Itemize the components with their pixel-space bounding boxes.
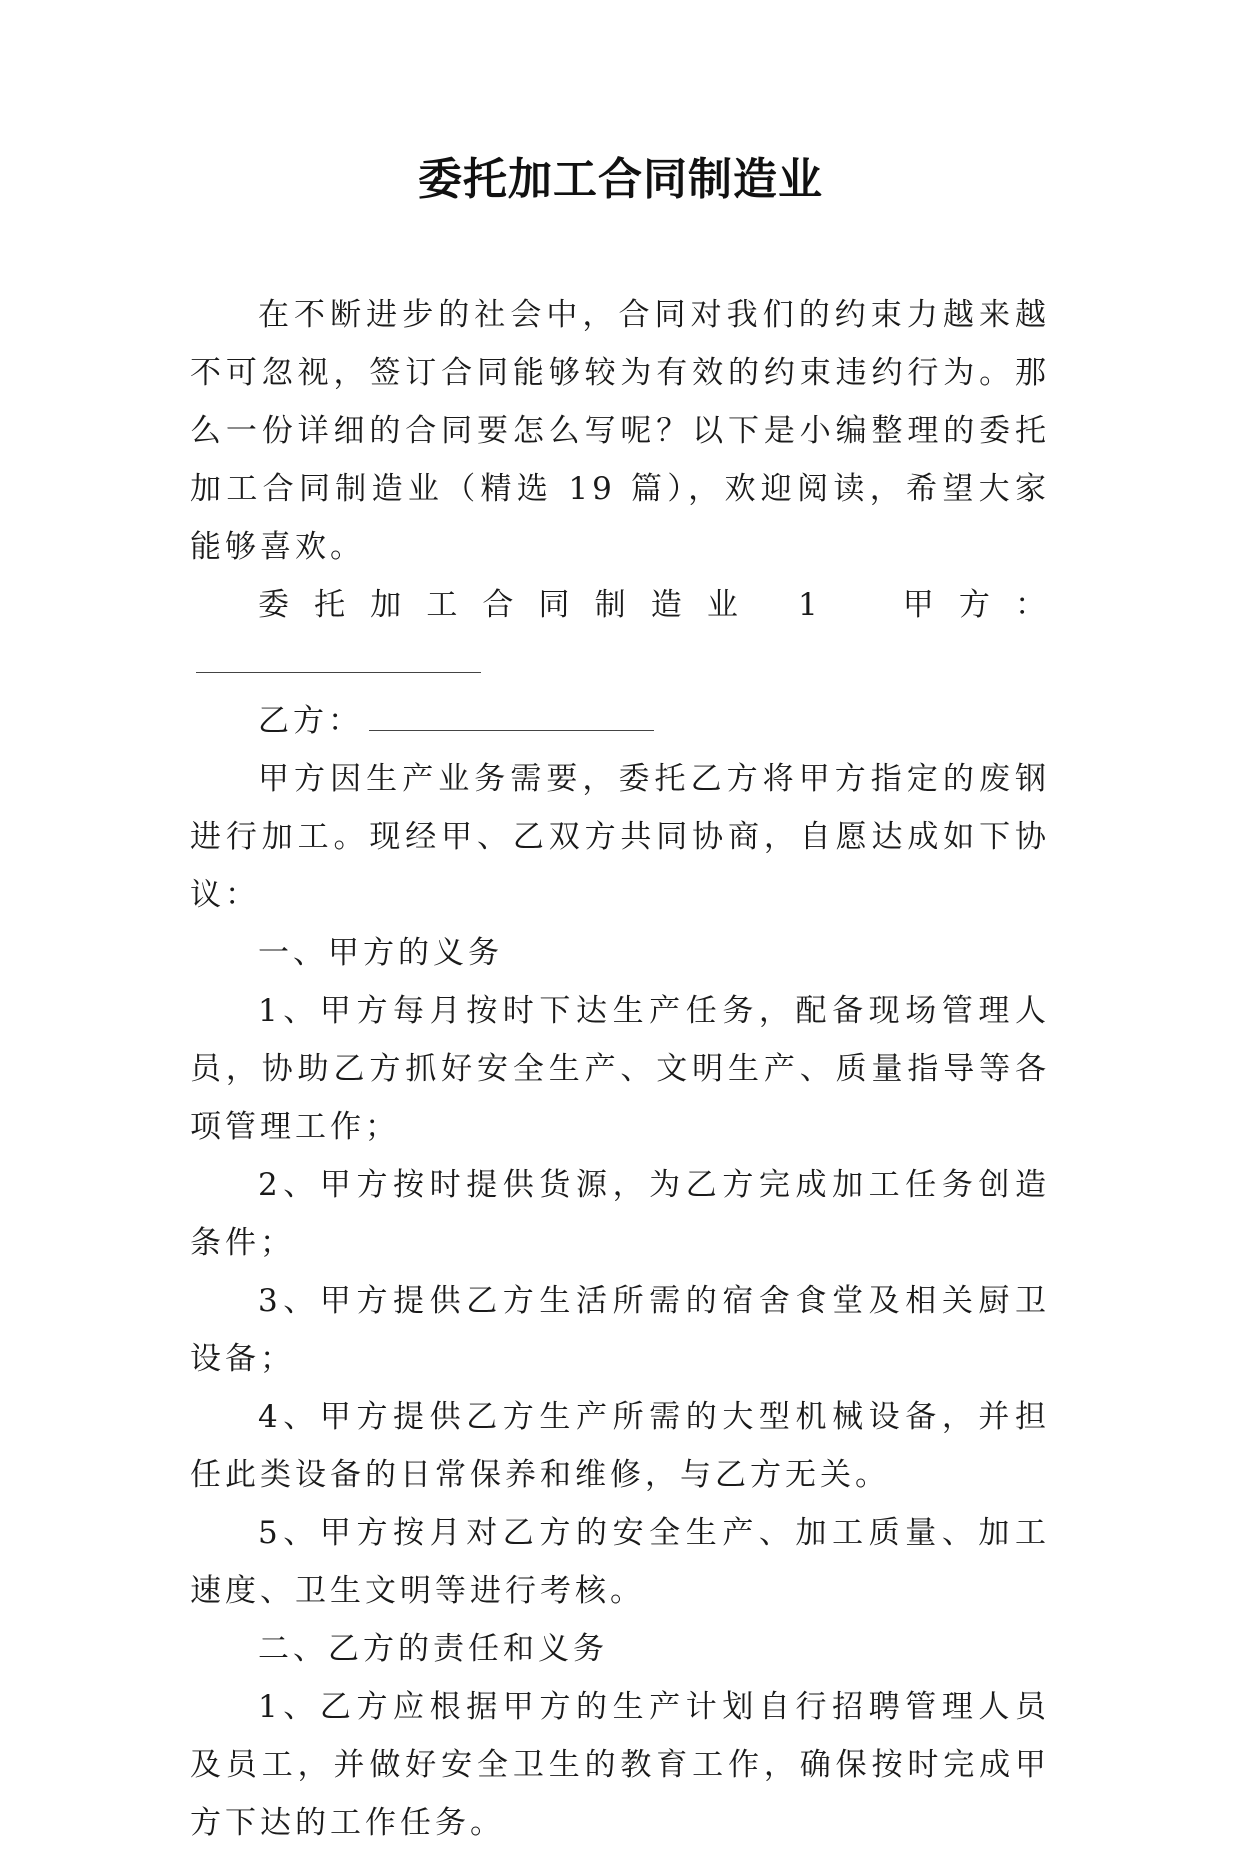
part2-heading: 二、乙方的责任和义务 (258, 1631, 608, 1667)
part1-heading: 一、甲方的义务 (258, 935, 503, 971)
party-b-blank (369, 702, 654, 731)
part1-item: 3、甲方提供乙方生活所需的宿舍食堂及相关厨卫设备； (190, 1283, 1050, 1377)
party-b-line (190, 692, 1050, 750)
party-a-label: 甲方： (881, 587, 1050, 623)
document-body (190, 286, 1050, 1852)
section-heading: 委托加工合同制造业 1 (258, 587, 822, 623)
section-heading-line (190, 576, 1050, 692)
document-title: 委托加工合同制造业 (418, 154, 823, 205)
party-b-label: 乙方： (258, 703, 363, 739)
preamble-paragraph: 甲方因生产业务需要，委托乙方将甲方指定的废钢进行加工。现经甲、乙双方共同协商，自愿达成如下协议： (190, 761, 1050, 913)
part2-item: 1、乙方应根据甲方的生产计划自行招聘管理人员及员工，并做好安全卫生的教育工作，确保按时完成甲方下达的工作任务。 (190, 1689, 1050, 1841)
part1-item: 5、甲方按月对乙方的安全生产、加工质量、加工速度、卫生文明等进行考核。 (190, 1515, 1050, 1609)
intro-paragraph: 在不断进步的社会中，合同对我们的约束力越来越不可忽视，签订合同能够较为有效的约束违约行为。那么一份详细的合同要怎么写呢？以下是小编整理的委托加工合同制造业（精选 19 篇），欢迎阅读，希望大家能够喜欢。 (190, 297, 1050, 565)
part1-item: 2、甲方按时提供货源，为乙方完成加工任务创造条件； (190, 1167, 1050, 1261)
part1-item: 1、甲方每月按时下达生产任务，配备现场管理人员，协助乙方抓好安全生产、文明生产、质量指导等各项管理工作； (190, 993, 1050, 1145)
party-a-blank (196, 644, 481, 673)
part1-item: 4、甲方提供乙方生产所需的大型机械设备，并担任此类设备的日常保养和维修，与乙方无关。 (190, 1399, 1050, 1493)
